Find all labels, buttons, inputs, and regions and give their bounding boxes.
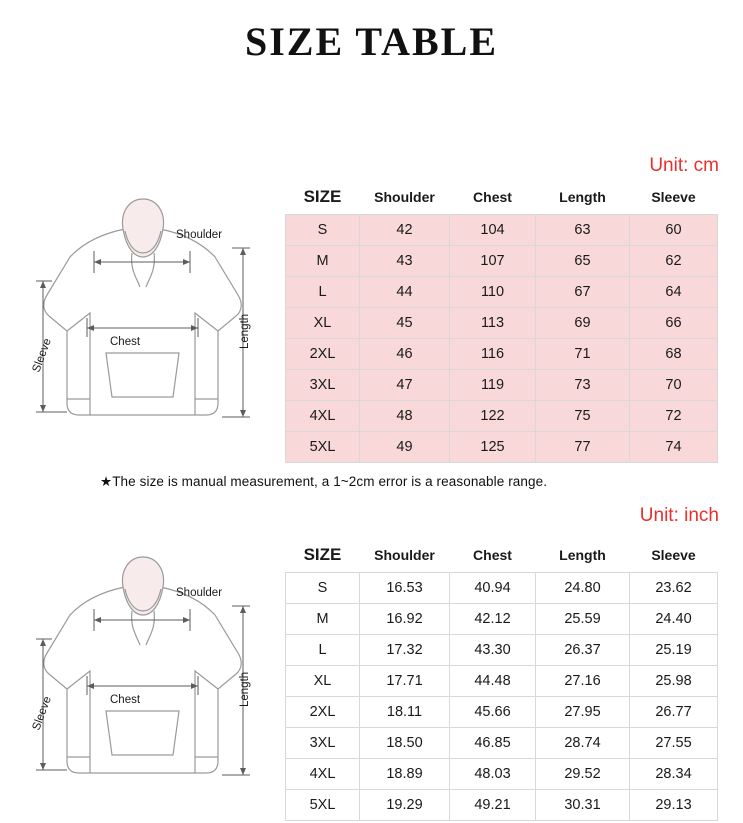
cell-sleeve: 70 <box>630 370 718 401</box>
table-row <box>286 604 718 635</box>
cell-shoulder: 18.89 <box>360 759 450 790</box>
cell-sleeve: 23.62 <box>630 573 718 604</box>
cell-size: XL <box>286 308 360 339</box>
cell-chest: 42.12 <box>450 604 536 635</box>
cell-size: 2XL <box>286 697 360 728</box>
cell-sleeve: 28.34 <box>630 759 718 790</box>
cell-size: XL <box>286 666 360 697</box>
cell-shoulder: 19.29 <box>360 790 450 821</box>
column-header-chest: Chest <box>450 538 536 573</box>
cell-shoulder: 46 <box>360 339 450 370</box>
chest-label-inch: Chest <box>110 694 141 706</box>
cell-sleeve: 25.19 <box>630 635 718 666</box>
cell-sleeve: 72 <box>630 401 718 432</box>
cell-length: 69 <box>536 308 630 339</box>
table-row <box>286 728 718 759</box>
size-table-inch <box>285 537 718 821</box>
cell-chest: 46.85 <box>450 728 536 759</box>
table-header-row <box>286 538 718 573</box>
cell-shoulder: 49 <box>360 432 450 463</box>
cell-sleeve: 60 <box>630 215 718 246</box>
cell-length: 77 <box>536 432 630 463</box>
table-row <box>286 246 718 277</box>
column-header-shoulder: Shoulder <box>360 538 450 573</box>
shoulder-label-inch: Shoulder <box>176 587 223 599</box>
cell-shoulder: 18.50 <box>360 728 450 759</box>
cell-shoulder: 47 <box>360 370 450 401</box>
cell-sleeve: 62 <box>630 246 718 277</box>
sleeve-label-cm: Sleeve <box>30 336 54 375</box>
column-header-shoulder: Shoulder <box>360 180 450 215</box>
cell-shoulder: 18.11 <box>360 697 450 728</box>
cell-length: 24.80 <box>536 573 630 604</box>
cell-size: 5XL <box>286 432 360 463</box>
cell-size: 4XL <box>286 401 360 432</box>
cell-sleeve: 64 <box>630 277 718 308</box>
cell-chest: 104 <box>450 215 536 246</box>
length-label-cm: Length <box>239 313 251 349</box>
table-row <box>286 401 718 432</box>
cell-chest: 113 <box>450 308 536 339</box>
cell-size: 3XL <box>286 370 360 401</box>
cell-shoulder: 44 <box>360 277 450 308</box>
cell-size: 4XL <box>286 759 360 790</box>
cell-chest: 44.48 <box>450 666 536 697</box>
table-row <box>286 370 718 401</box>
page-title: SIZE TABLE <box>244 19 499 64</box>
cell-sleeve: 66 <box>630 308 718 339</box>
cell-length: 65 <box>536 246 630 277</box>
cell-chest: 116 <box>450 339 536 370</box>
hoodie-diagram-cm <box>10 185 275 465</box>
cell-size: 5XL <box>286 790 360 821</box>
cell-shoulder: 16.92 <box>360 604 450 635</box>
cell-chest: 45.66 <box>450 697 536 728</box>
table-header-row <box>286 180 718 215</box>
table-row <box>286 308 718 339</box>
table-row <box>286 432 718 463</box>
length-label-inch: Length <box>239 671 251 707</box>
cell-length: 25.59 <box>536 604 630 635</box>
sleeve-label-inch: Sleeve <box>30 694 54 733</box>
measurement-note: ★The size is manual measurement, a 1~2cm error is a reasonable range. <box>100 474 548 489</box>
cell-chest: 119 <box>450 370 536 401</box>
cell-length: 29.52 <box>536 759 630 790</box>
cell-sleeve: 26.77 <box>630 697 718 728</box>
cell-sleeve: 68 <box>630 339 718 370</box>
size-table-cm <box>285 179 718 463</box>
cell-size: S <box>286 215 360 246</box>
cell-length: 26.37 <box>536 635 630 666</box>
cell-chest: 43.30 <box>450 635 536 666</box>
hoodie-diagram-inch <box>10 543 275 823</box>
table-row <box>286 790 718 821</box>
cell-size: L <box>286 635 360 666</box>
shoulder-label-cm: Shoulder <box>176 229 223 241</box>
cell-length: 30.31 <box>536 790 630 821</box>
cell-chest: 110 <box>450 277 536 308</box>
cell-chest: 107 <box>450 246 536 277</box>
cell-length: 28.74 <box>536 728 630 759</box>
table-row <box>286 666 718 697</box>
cell-size: M <box>286 604 360 635</box>
chest-label-cm: Chest <box>110 336 141 348</box>
cell-length: 27.16 <box>536 666 630 697</box>
cell-shoulder: 16.53 <box>360 573 450 604</box>
column-header-size: SIZE <box>286 180 360 215</box>
unit-label-inch: Unit: inch <box>639 505 719 526</box>
cell-size: M <box>286 246 360 277</box>
cell-shoulder: 17.32 <box>360 635 450 666</box>
cell-chest: 49.21 <box>450 790 536 821</box>
column-header-length: Length <box>536 180 630 215</box>
table-row <box>286 339 718 370</box>
cell-sleeve: 29.13 <box>630 790 718 821</box>
cell-size: 3XL <box>286 728 360 759</box>
cell-sleeve: 27.55 <box>630 728 718 759</box>
cell-chest: 40.94 <box>450 573 536 604</box>
table-row <box>286 697 718 728</box>
table-row <box>286 215 718 246</box>
table-row <box>286 635 718 666</box>
unit-label-cm: Unit: cm <box>649 155 719 176</box>
table-row <box>286 573 718 604</box>
column-header-sleeve: Sleeve <box>630 180 718 215</box>
cell-shoulder: 17.71 <box>360 666 450 697</box>
cell-shoulder: 45 <box>360 308 450 339</box>
cell-size: S <box>286 573 360 604</box>
cell-length: 27.95 <box>536 697 630 728</box>
column-header-length: Length <box>536 538 630 573</box>
cell-chest: 122 <box>450 401 536 432</box>
cell-length: 63 <box>536 215 630 246</box>
column-header-chest: Chest <box>450 180 536 215</box>
cell-size: L <box>286 277 360 308</box>
column-header-size: SIZE <box>286 538 360 573</box>
cell-chest: 48.03 <box>450 759 536 790</box>
cell-chest: 125 <box>450 432 536 463</box>
cell-length: 75 <box>536 401 630 432</box>
cell-length: 67 <box>536 277 630 308</box>
cell-shoulder: 43 <box>360 246 450 277</box>
cell-sleeve: 25.98 <box>630 666 718 697</box>
cell-sleeve: 24.40 <box>630 604 718 635</box>
table-row <box>286 759 718 790</box>
cell-sleeve: 74 <box>630 432 718 463</box>
cell-shoulder: 42 <box>360 215 450 246</box>
column-header-sleeve: Sleeve <box>630 538 718 573</box>
cell-length: 73 <box>536 370 630 401</box>
cell-size: 2XL <box>286 339 360 370</box>
cell-shoulder: 48 <box>360 401 450 432</box>
table-row <box>286 277 718 308</box>
cell-length: 71 <box>536 339 630 370</box>
